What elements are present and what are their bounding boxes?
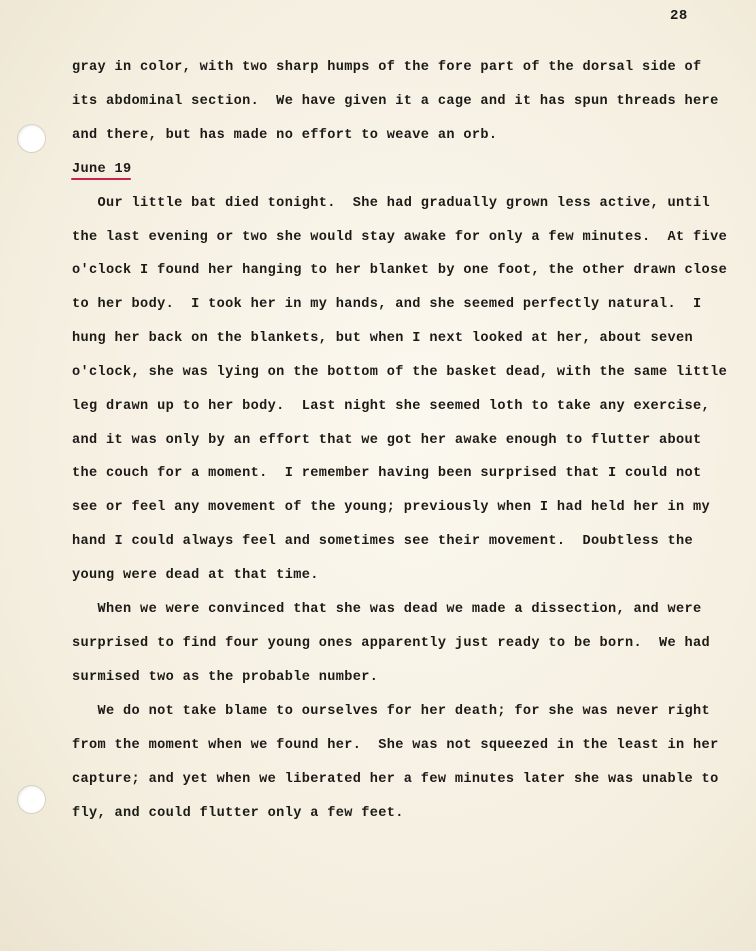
text-line: o'clock I found her hanging to her blanket by one foot, the other drawn close (72, 263, 728, 278)
text-line: its abdominal section. We have given it a cage and it has spun threads here (72, 94, 719, 109)
date-heading: June 19 (72, 162, 132, 177)
date-underline (71, 178, 131, 180)
text-line: o'clock, she was lying on the bottom of the basket dead, with the same little (72, 365, 728, 380)
text-line: from the moment when we found her. She was not squeezed in the least in her (72, 738, 719, 753)
text-line: When we were convinced that she was dead we made a dissection, and were (72, 602, 702, 617)
text-line: the couch for a moment. I remember having been surprised that I could not (72, 466, 702, 481)
text-line: and there, but has made no effort to weave an orb. (72, 128, 498, 143)
text-line: leg drawn up to her body. Last night she seemed loth to take any exercise, (72, 399, 711, 414)
text-line: fly, and could flutter only a few feet. (72, 806, 404, 821)
text-line: surmised two as the probable number. (72, 670, 379, 685)
text-line: gray in color, with two sharp humps of the fore part of the dorsal side of (72, 60, 702, 75)
text-line: Our little bat died tonight. She had gradually grown less active, until (72, 196, 711, 211)
text-line: hung her back on the blankets, but when I next looked at her, about seven (72, 331, 694, 346)
text-line: hand I could always feel and sometimes see their movement. Doubtless the (72, 534, 694, 549)
text-line: and it was only by an effort that we got her awake enough to flutter about (72, 433, 702, 448)
text-line: the last evening or two she would stay awake for only a few minutes. At five (72, 230, 728, 245)
punch-hole-bottom (17, 785, 46, 814)
text-line: capture; and yet when we liberated her a few minutes later she was unable to (72, 772, 719, 787)
page-number: 28 (670, 8, 688, 24)
text-line: surprised to find four young ones apparently just ready to be born. We had (72, 636, 711, 651)
punch-hole-top (17, 124, 46, 153)
text-line: young were dead at that time. (72, 568, 319, 583)
text-line: We do not take blame to ourselves for her death; for she was never right (72, 704, 711, 719)
text-line: see or feel any movement of the young; previously when I had held her in my (72, 500, 711, 515)
text-line: to her body. I took her in my hands, and she seemed perfectly natural. I (72, 297, 702, 312)
